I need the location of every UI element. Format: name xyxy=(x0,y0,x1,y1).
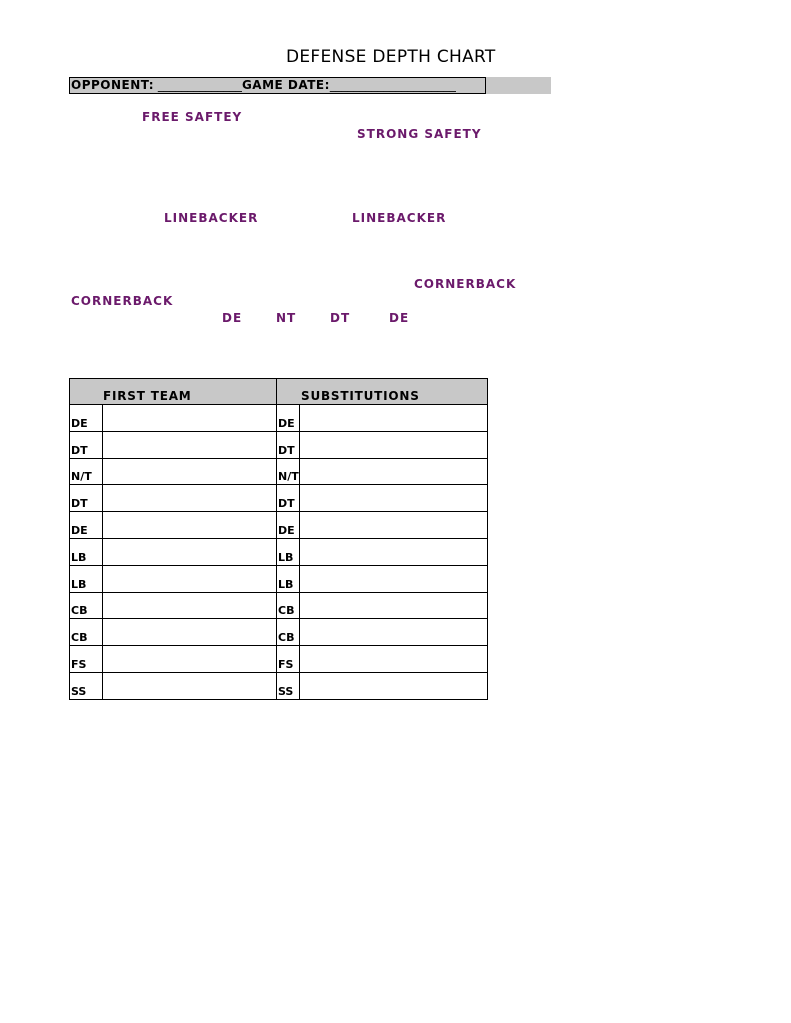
sub-position: DE xyxy=(277,405,300,432)
table-row xyxy=(70,619,488,646)
table-row xyxy=(70,565,488,592)
sub-position: DT xyxy=(277,431,300,458)
game-date-field[interactable]: _____________________ xyxy=(329,78,456,92)
first-team-name-cell[interactable] xyxy=(103,565,277,592)
page-title: DEFENSE DEPTH CHART xyxy=(286,47,496,67)
sub-position: CB xyxy=(277,592,300,619)
position-free-safety: FREE SAFTEY xyxy=(142,110,243,124)
header-fields xyxy=(71,78,456,92)
sub-position: LB xyxy=(277,565,300,592)
sub-name-cell[interactable] xyxy=(300,405,488,432)
first-team-position: CB xyxy=(70,592,103,619)
table-row xyxy=(70,431,488,458)
position-cornerback-left: CORNERBACK xyxy=(71,294,174,308)
first-team-name-cell[interactable] xyxy=(103,619,277,646)
first-team-header: FIRST TEAM xyxy=(70,379,277,405)
sub-position: CB xyxy=(277,619,300,646)
depth-table xyxy=(69,378,488,700)
table-row xyxy=(70,538,488,565)
position-nt: NT xyxy=(276,311,297,325)
opponent-label: OPPONENT: xyxy=(71,78,155,92)
first-team-position: LB xyxy=(70,538,103,565)
first-team-position: DE xyxy=(70,405,103,432)
opponent-field[interactable]: ______________ xyxy=(154,78,242,92)
first-team-position: SS xyxy=(70,672,103,699)
sub-position: LB xyxy=(277,538,300,565)
position-de-left: DE xyxy=(222,311,243,325)
sub-name-cell[interactable] xyxy=(300,646,488,673)
sub-name-cell[interactable] xyxy=(300,672,488,699)
first-team-name-cell[interactable] xyxy=(103,512,277,539)
first-team-position: LB xyxy=(70,565,103,592)
game-date-label: GAME DATE: xyxy=(241,78,330,92)
table-row xyxy=(70,672,488,699)
first-team-position: N/T xyxy=(70,458,103,485)
first-team-position: DE xyxy=(70,512,103,539)
first-team-name-cell[interactable] xyxy=(103,405,277,432)
table-row xyxy=(70,512,488,539)
sub-name-cell[interactable] xyxy=(300,592,488,619)
first-team-name-cell[interactable] xyxy=(103,672,277,699)
sub-position: DE xyxy=(277,512,300,539)
position-dt: DT xyxy=(330,311,351,325)
position-de-right: DE xyxy=(389,311,410,325)
sub-position: N/T xyxy=(277,458,300,485)
table-row xyxy=(70,592,488,619)
position-cornerback-right: CORNERBACK xyxy=(414,277,517,291)
sub-position: SS xyxy=(277,672,300,699)
table-row xyxy=(70,646,488,673)
sub-name-cell[interactable] xyxy=(300,458,488,485)
position-strong-safety: STRONG SAFETY xyxy=(357,127,482,141)
sub-name-cell[interactable] xyxy=(300,431,488,458)
first-team-name-cell[interactable] xyxy=(103,431,277,458)
sub-name-cell[interactable] xyxy=(300,485,488,512)
first-team-position: CB xyxy=(70,619,103,646)
first-team-position: DT xyxy=(70,485,103,512)
first-team-name-cell[interactable] xyxy=(103,458,277,485)
sub-name-cell[interactable] xyxy=(300,538,488,565)
position-linebacker-right: LINEBACKER xyxy=(352,211,447,225)
first-team-name-cell[interactable] xyxy=(103,592,277,619)
first-team-name-cell[interactable] xyxy=(103,646,277,673)
table-row xyxy=(70,405,488,432)
table-row xyxy=(70,458,488,485)
first-team-name-cell[interactable] xyxy=(103,538,277,565)
table-row xyxy=(70,485,488,512)
sub-name-cell[interactable] xyxy=(300,565,488,592)
first-team-position: FS xyxy=(70,646,103,673)
first-team-name-cell[interactable] xyxy=(103,485,277,512)
sub-position: FS xyxy=(277,646,300,673)
first-team-position: DT xyxy=(70,431,103,458)
sub-name-cell[interactable] xyxy=(300,512,488,539)
table-header-row xyxy=(70,379,488,405)
substitutions-header: SUBSTITUTIONS xyxy=(277,379,488,405)
position-linebacker-left: LINEBACKER xyxy=(164,211,259,225)
sub-name-cell[interactable] xyxy=(300,619,488,646)
sub-position: DT xyxy=(277,485,300,512)
